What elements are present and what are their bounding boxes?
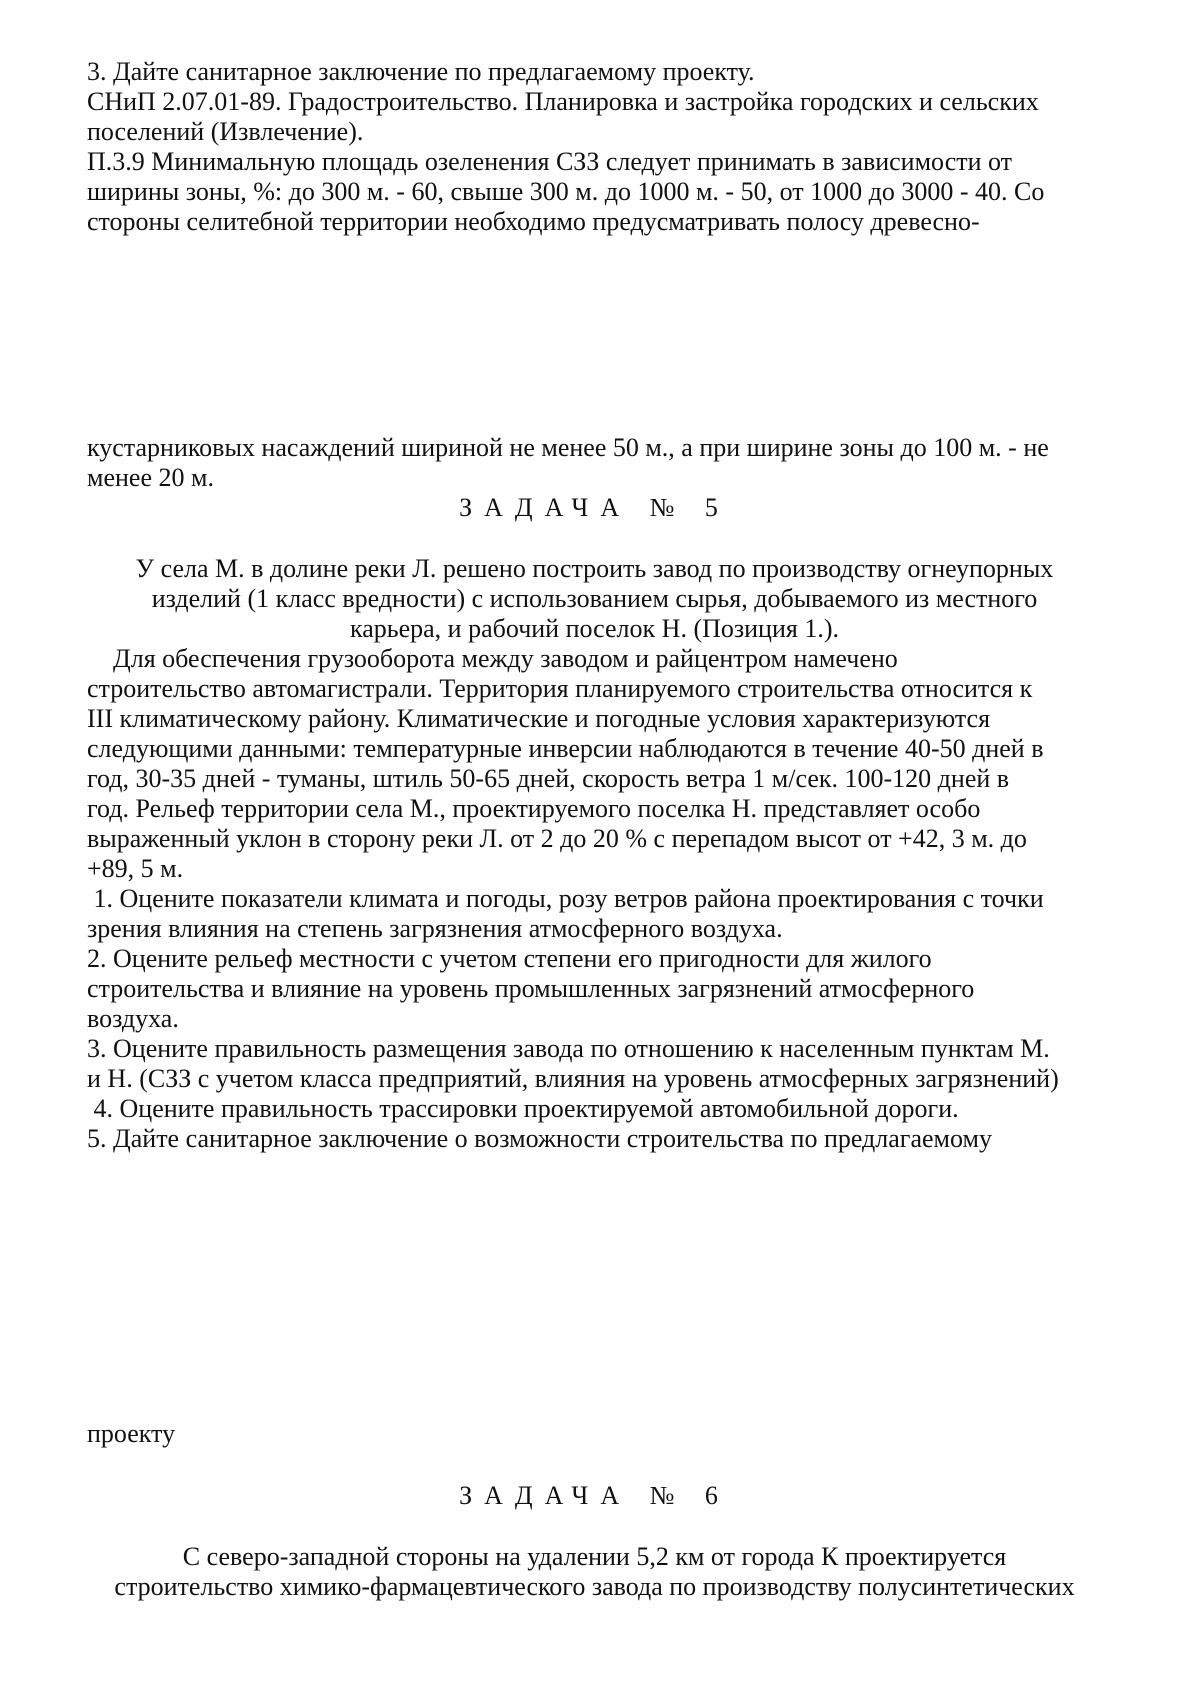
- task-5-body-line: год. Рельеф территории села М., проектируемого поселка Н. представляет особо: [87, 794, 981, 823]
- task-5-intro-line: У села М. в долине реки Л. решено построить завод по производству огнеупорных: [135, 554, 1054, 583]
- task-5-intro-line: изделий (1 класс вредности) с использованием сырья, добываемого из местного: [151, 584, 1038, 613]
- task-5-question-line: 4. Оцените правильность трассировки проектируемой автомобильной дороги.: [87, 1094, 959, 1123]
- text-line: поселений (Извлечение).: [87, 117, 364, 146]
- task-5-question-line: 1. Оцените показатели климата и погоды, розу ветров района проектирования с точки: [87, 884, 1044, 913]
- task-5-body-line: +89, 5 м.: [87, 854, 184, 883]
- text-line: кустарниковых насаждений шириной не менее 50 м., а при ширине зоны до 100 м. - не: [87, 433, 1049, 462]
- task-5-body-line: год, 30-35 дней - туманы, штиль 50-65 дней, скорость ветра 1 м/сек. 100-120 дней в: [87, 764, 1010, 793]
- task-5-continuation: проекту: [87, 1419, 176, 1448]
- task-5-body-line: следующими данными: температурные инверсии наблюдаются в течение 40-50 дней в: [87, 734, 1044, 763]
- task-5-question-line: зрения влияния на степень загрязнения атмосферного воздуха.: [87, 914, 783, 943]
- task-5-body-line: III климатическому району. Климатические и погодные условия характеризуются: [87, 704, 991, 733]
- task-5-body-line: Для обеспечения грузооборота между заводом и райцентром намечено: [87, 644, 898, 673]
- text-line: менее 20 м.: [87, 463, 214, 492]
- task-5-question-line: и Н. (СЗЗ с учетом класса предприятий, влияния на уровень атмосферных загрязнений): [87, 1064, 1059, 1093]
- task-6-heading: ЗАДАЧА № 6: [459, 1481, 730, 1510]
- text-line: П.3.9 Минимальную площадь озеленения СЗЗ следует принимать в зависимости от: [87, 147, 1013, 176]
- task-5-question-line: 5. Дайте санитарное заключение о возможности строительства по предлагаемому: [87, 1124, 992, 1153]
- task-5-question-line: воздуха.: [87, 1004, 179, 1033]
- task-5-question-line: строительства и влияние на уровень промышленных загрязнений атмосферного: [87, 974, 975, 1003]
- task-6-intro-line: С северо-западной стороны на удалении 5,2 км от города К проектируется: [182, 1542, 1007, 1571]
- task-5-heading: ЗАДАЧА № 5: [459, 493, 730, 522]
- text-line: стороны селитебной территории необходимо предусматривать полосу древесно-: [87, 207, 980, 236]
- task-5-intro-line: карьера, и рабочий поселок Н. (Позиция 1.).: [349, 614, 840, 643]
- task-6-intro-line: строительство химико-фармацевтического завода по производству полусинтетических: [114, 1572, 1075, 1601]
- task-5-body-line: выраженный уклон в сторону реки Л. от 2 до 20 % с перепадом высот от +42, 3 м. до: [87, 824, 1027, 853]
- task-5-body-line: строительство автомагистрали. Территория планируемого строительства относится к: [87, 674, 1033, 703]
- task-5-question-line: 2. Оцените рельеф местности с учетом степени его пригодности для жилого: [87, 944, 932, 973]
- text-line: СНиП 2.07.01-89. Градостроительство. Планировка и застройка городских и сельских: [87, 87, 1039, 116]
- text-line: ширины зоны, %: до 300 м. - 60, свыше 300 м. до 1000 м. - 50, от 1000 до 3000 - 40. Со: [87, 177, 1045, 206]
- text-line: 3. Дайте санитарное заключение по предлагаемому проекту.: [87, 57, 755, 86]
- task-5-question-line: 3. Оцените правильность размещения завода по отношению к населенным пунктам М.: [87, 1034, 1050, 1063]
